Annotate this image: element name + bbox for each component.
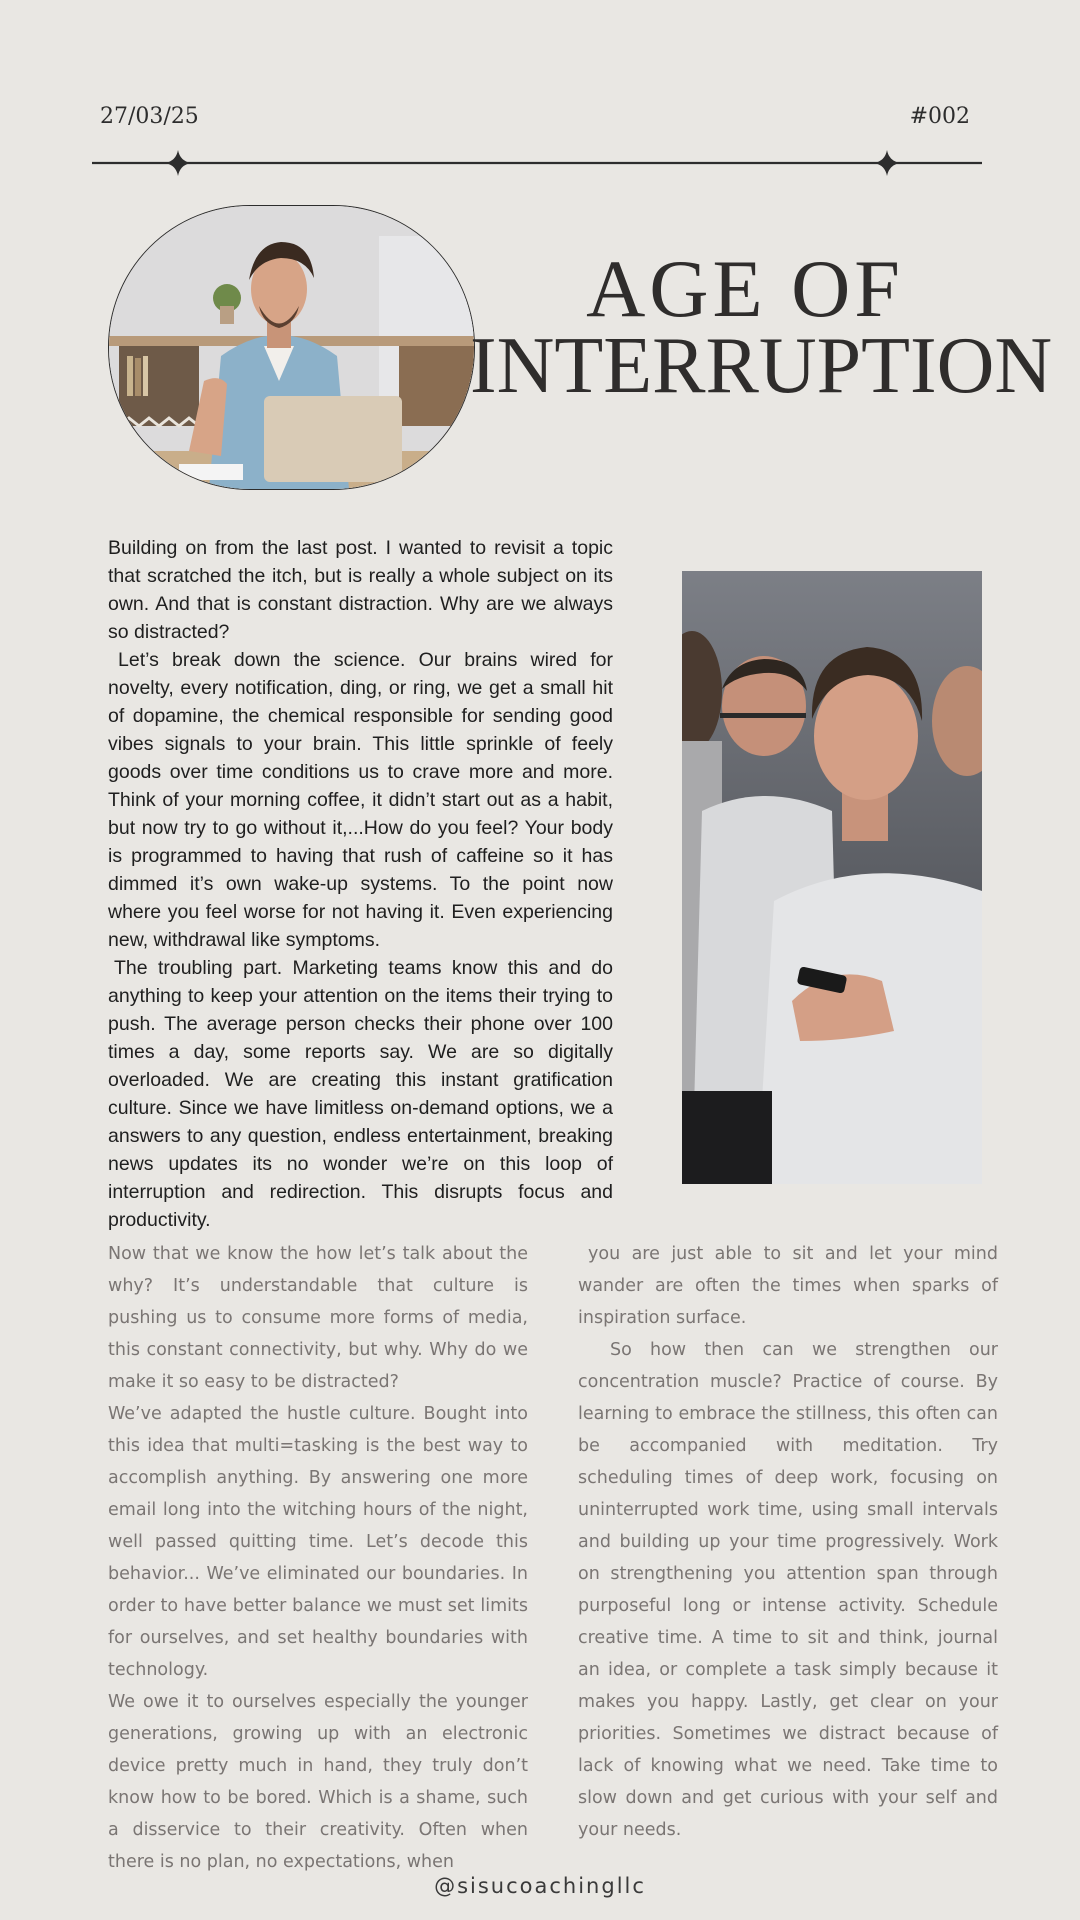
intro-text: [108, 534, 613, 1234]
article-title: [470, 243, 1053, 410]
article-column-right: [578, 1238, 998, 1846]
sparkle-icon: [165, 150, 191, 176]
intro-paragraph: The troubling part. Marketing teams know this and do anything to keep your attention on the items their trying to push. The average person checks their phone over 100 times a day, some reports say. We are so digitally overloaded. We are creating this instant gratification culture. Since we have limitless on-demand options, we a answers to any question, endless entertainment, breaking news updates its no wonder we’re on this loop of interruption and redirection. This disrupts focus and productivity.: [108, 957, 613, 1231]
social-handle: @sisucoachingllc: [434, 1874, 646, 1898]
column-paragraph: So how then can we strengthen our concentration muscle? Practice of course. By learning to embrace the stillness, this often can be accompanied with meditation. Try scheduling times of deep work, focusing on uninterrupted work time, using small intervals and building up your time progressively. Work on strengthening you attention span through purposeful long or intense activity. Schedule creative time. A time to sit and think, journal an idea, or complete a task simply because it makes you happy. Lastly, get clear on your priorities. Sometimes we distract because of lack of knowing what we need. Take time to slow down and get curious with your self and your needs.: [578, 1340, 998, 1840]
title-line-2: INTERRUPTION: [470, 321, 1053, 410]
article-column-left: [108, 1238, 528, 1878]
man-at-laptop-photo: [108, 205, 475, 490]
people-on-phones-photo: [682, 571, 982, 1184]
column-paragraph: you are just able to sit and let your mind wander are often the times when sparks of inspiration surface.: [578, 1244, 998, 1328]
issue-date: 27/03/25: [100, 104, 199, 129]
intro-paragraph: Let’s break down the science. Our brains wired for novelty, every notification, ding, or ring, we get a small hit of dopamine, the chemical responsible for sending good vibes signals to your brain. This little sprinkle of feely goods over time conditions us to crave more and more. Think of your morning coffee, it didn’t start out as a habit, but now try to go without it,...How do you feel? Your body is programmed to having that rush of caffeine so it has dimmed it’s own wake-up systems. To the point now where you feel worse for not having it. Even experiencing new, withdrawal like symptoms.: [108, 649, 613, 951]
star-divider: [92, 148, 982, 178]
column-paragraph: We’ve adapted the hustle culture. Bought into this idea that multi=tasking is the best way to accomplish anything. By answering one more email long into the witching hours of the night, well passed quitting time. Let’s decode this behavior... We’ve eliminated our boundaries. In order to have better balance we must set limits for ourselves, and set healthy boundaries with technology.: [108, 1404, 528, 1680]
column-paragraph: Now that we know the how let’s talk about the why? It’s understandable that culture is pushing us to consume more forms of media, this constant connectivity, but why. Why do we make it so easy to be distracted?: [108, 1244, 528, 1392]
title-line-1: AGE OF: [586, 243, 904, 334]
sparkle-icon: [874, 150, 900, 176]
intro-paragraph: Building on from the last post. I wanted to revisit a topic that scratched the itch, but is really a whole subject on its own. And that is constant distraction. Why are we always so distracted?: [108, 537, 613, 643]
issue-number: #002: [909, 104, 970, 129]
column-paragraph: We owe it to ourselves especially the younger generations, growing up with an electronic device pretty much in hand, they truly don’t know how to be bored. Which is a shame, such a disservice to their creativity. Often when there is no plan, no expectations, when: [108, 1692, 528, 1872]
